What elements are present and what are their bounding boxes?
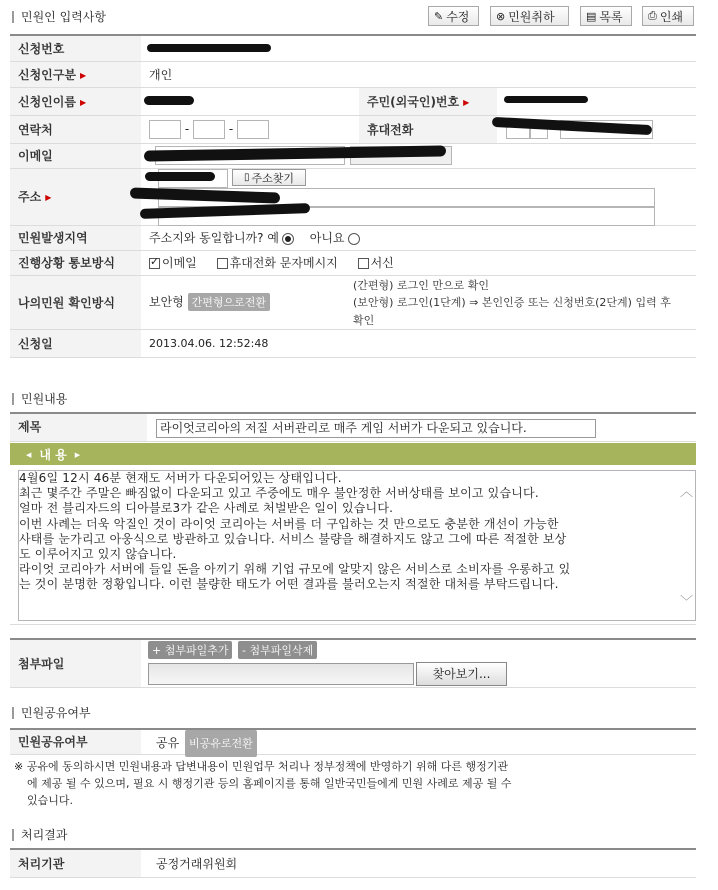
- address-search-label: 주소찾기: [251, 171, 295, 185]
- notify-email-label: 이메일: [162, 256, 197, 270]
- content-tab-bar: [10, 443, 696, 465]
- applicant-type-label: [10, 61, 141, 87]
- subject-label: 제목: [10, 414, 147, 441]
- redaction-mark: [145, 172, 215, 181]
- row-date: [10, 329, 696, 357]
- redaction-mark: [504, 96, 588, 103]
- divider: [10, 624, 696, 625]
- address-label-text: 주소: [18, 190, 42, 204]
- section-title-sharing: [12, 704, 91, 721]
- region-value: [141, 225, 696, 250]
- notify-email-checkbox[interactable]: [149, 258, 160, 269]
- chevron-left-icon: ◀: [26, 450, 32, 459]
- address-search-button[interactable]: [232, 169, 306, 186]
- phone-label: 연락처: [10, 115, 141, 143]
- search-icon: ▯: [243, 172, 250, 183]
- content-textarea[interactable]: [18, 470, 696, 621]
- applicant-type-label-text: 신청인구분: [18, 67, 76, 82]
- check-desc-line: (간편형) 로그인 만으로 확인: [353, 278, 489, 292]
- row-request-no: [10, 36, 696, 61]
- region-no-radio[interactable]: [348, 233, 360, 245]
- date-value: 2013.04.06. 12:52:48: [141, 329, 696, 357]
- attach-add-button[interactable]: + 첨부파일추가: [148, 641, 232, 659]
- content-line: 4월6일 12시 46분 현재도 서버가 다운되어있는 상태입니다.: [19, 471, 342, 485]
- section-title-text: 민원내용: [21, 392, 68, 406]
- phone-fields: [141, 115, 359, 143]
- content-tab: [26, 446, 80, 463]
- browse-button[interactable]: 찾아보기...: [416, 662, 507, 686]
- arrow-icon: ▶: [463, 97, 470, 107]
- content-line: 도 이루어지고 있지 않습니다.: [19, 547, 177, 562]
- address-label: [10, 168, 141, 225]
- attach-file-input[interactable]: [148, 663, 414, 685]
- notify-letter-checkbox[interactable]: [358, 258, 369, 269]
- arrow-icon: ▶: [79, 97, 87, 107]
- switch-to-simple-button[interactable]: 간편형으로전환: [188, 293, 270, 311]
- list-label: 목록: [599, 9, 623, 24]
- notify-letter-label: 서신: [370, 256, 394, 270]
- region-label: 민원발생지역: [10, 225, 141, 250]
- check-method-desc: [353, 275, 696, 329]
- date-label: 신청일: [10, 329, 141, 357]
- section-title-text: 민원공유여부: [21, 706, 91, 720]
- region-no-label: 아니요: [309, 231, 345, 245]
- content-text: [19, 471, 671, 593]
- arrow-icon: ▶: [45, 193, 52, 202]
- list-icon: ▤: [586, 9, 597, 23]
- withdraw-button[interactable]: [490, 6, 569, 26]
- subject-row: [10, 414, 696, 442]
- check-method-desc-block: [353, 277, 703, 330]
- withdraw-label: 민원취하: [508, 9, 555, 24]
- content-line: 는 것이 분명한 정황입니다. 이런 불량한 태도가 어떤 결과를 불러오는지 적절한 대처를 부탁드립니다.: [19, 577, 559, 592]
- phone-separator: -: [228, 121, 234, 136]
- phone-part2-input[interactable]: [193, 120, 225, 139]
- check-method-value: [141, 275, 359, 329]
- check-desc-line: 확인: [353, 313, 375, 327]
- name-label-text: 신청인이름: [18, 94, 76, 109]
- section-title-complaint: [12, 390, 67, 407]
- sharing-notice-line: 에 제공 될 수 있으며, 필요 시 행정기관 등의 홈페이지를 통해 일반국민들에게 민원 사례로 제공 될 수: [27, 777, 512, 790]
- content-line: 최근 몇주간 주말은 빠짐없이 다운되고 있고 주중에도 매우 불안정한 서버상태를 보이고 있습니다.: [19, 486, 539, 501]
- printer-icon: ⎙: [648, 9, 657, 22]
- content-line: 이번 사례는 더욱 악질인 것이 라이엇 코리아는 서버를 더 구입하는 것 만으로도 충분한 개선이 가능한: [19, 516, 559, 531]
- row-check-method: [10, 275, 696, 329]
- agency-label: 처리기관: [10, 850, 141, 878]
- content-line: 라이엇 코리아가 서버에 들일 돈을 아끼기 위해 기업 규모에 알맞지 않은 서비스로 소비자를 우롱하고 있: [19, 562, 571, 577]
- check-method-label: 나의민원 확인방식: [10, 275, 141, 329]
- agency-value: 공정거래위원회: [141, 850, 696, 878]
- cancel-icon: ⊗: [496, 9, 506, 23]
- section-title-text: 민원인 입력사항: [21, 10, 106, 24]
- sharing-value-text: 공유: [156, 736, 180, 750]
- attach-delete-button[interactable]: - 첨부파일삭제: [238, 641, 317, 659]
- request-no-label: [10, 36, 141, 61]
- phone-separator: -: [184, 121, 190, 136]
- scroll-up-icon[interactable]: ︿: [679, 485, 693, 500]
- switch-private-button[interactable]: 비공유로전환: [185, 730, 257, 757]
- name-label: [10, 87, 141, 115]
- list-button[interactable]: [580, 6, 632, 26]
- region-question: 주소지와 동일합니까? 예: [149, 231, 279, 245]
- redaction-mark: [144, 96, 194, 105]
- section-title-applicant: [12, 8, 106, 25]
- content-tab-label: 내 용: [39, 448, 67, 462]
- print-button[interactable]: [642, 6, 694, 26]
- arrow-icon: ▶: [79, 70, 87, 80]
- row-applicant-type: [10, 61, 696, 87]
- row-region: [10, 225, 696, 250]
- redaction-mark: [147, 44, 271, 52]
- edit-label: 수정: [446, 9, 470, 24]
- sharing-notice: [14, 758, 614, 809]
- section-title-text: 처리결과: [21, 828, 68, 842]
- notify-label: 진행상황 통보방식: [10, 250, 141, 275]
- sharing-value: [141, 730, 696, 755]
- region-yes-radio[interactable]: [282, 233, 294, 245]
- print-label: 인쇄: [659, 9, 683, 24]
- section-title-result: [12, 826, 67, 843]
- phone-part3-input[interactable]: [237, 120, 269, 139]
- attach-label: 첨부파일: [10, 640, 141, 688]
- edit-button[interactable]: [428, 6, 479, 26]
- sharing-notice-line: ※ 공유에 동의하시면 민원내용과 답변내용이 민원업무 처리나 정부정책에 반영하기 위해 다른 행정기관: [14, 760, 508, 773]
- chevron-right-icon: ▶: [74, 450, 81, 459]
- phone-part1-input[interactable]: [149, 120, 181, 139]
- row-notify: [10, 250, 696, 275]
- pencil-icon: ✎: [434, 9, 444, 23]
- notify-sms-checkbox[interactable]: [217, 258, 228, 269]
- content-line: 사태를 눈가리고 아웅식으로 방관하고 있습니다. 서비스 불량을 해결하지도 않고 그에 따른 적절한 보상: [19, 531, 567, 546]
- check-desc-line: (보안형) 로그인(1단계) ⇒ 본인인증 또는 신청번호(2단계) 입력 후: [353, 296, 671, 309]
- notify-sms-label: 휴대전화 문자메시지: [229, 256, 338, 270]
- resident-no-label: [359, 87, 497, 115]
- resident-no-label-text: 주민(외국인)번호: [367, 94, 460, 109]
- notify-options: [141, 250, 696, 275]
- sharing-label: 민원공유여부: [10, 730, 141, 755]
- request-no-label-text: 신청번호: [18, 41, 65, 56]
- row-name: [10, 87, 696, 115]
- check-method-text: 보안형: [149, 294, 184, 309]
- mobile-label: 휴대전화: [359, 115, 497, 143]
- scroll-down-icon[interactable]: ﹀: [679, 595, 693, 610]
- sharing-notice-line: 있습니다.: [27, 794, 74, 807]
- applicant-type-value: 개인: [141, 61, 696, 87]
- email-label: 이메일: [10, 143, 141, 168]
- subject-input[interactable]: 라이엇코리아의 저질 서버관리로 매주 게임 서버가 다운되고 있습니다.: [156, 419, 596, 438]
- content-line: 얼마 전 블리자드의 디아블로3가 같은 사례로 처벌받은 일이 있습니다.: [19, 501, 394, 516]
